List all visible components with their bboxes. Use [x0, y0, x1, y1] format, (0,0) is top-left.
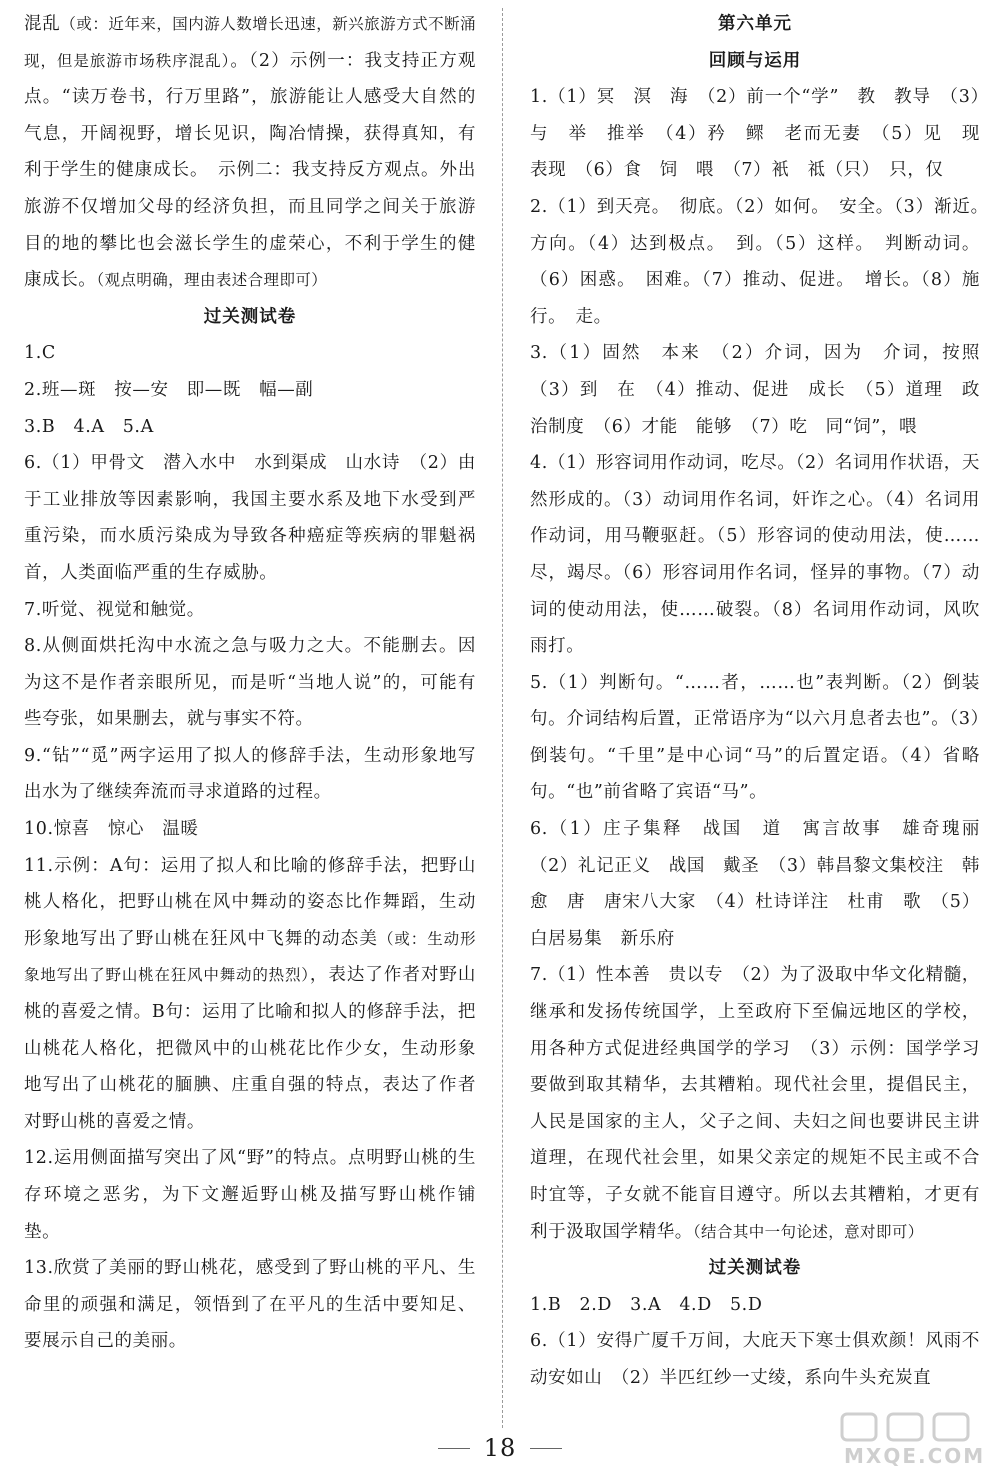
answer-item [24, 372, 476, 409]
answer-text: 6.（1）安得广厦千万间，大庇天下寒士俱欢颜！风雨不动安如山 （2）半匹红纱一丈绫，系向牛头充炭直 [530, 1331, 980, 1388]
answer-item [24, 445, 476, 591]
answer-item [24, 1140, 476, 1250]
answer-text: 8.从侧面烘托沟中水流之急与吸力之大。不能删去。因为这不是作者亲眼所见，而是听“当地人说”的，可能有些夸张，如果删去，就与事实不符。 [24, 636, 476, 730]
answer-item [530, 1287, 980, 1324]
answer-item [24, 335, 476, 372]
answer-text: 7.听觉、视觉和触觉。 [24, 599, 205, 620]
watermark-logo [836, 1408, 986, 1470]
answer-text: 10.惊喜 惊心 温暖 [24, 819, 199, 840]
answer-item [530, 811, 999, 957]
answer-item [24, 6, 476, 299]
watermark-text: MXQE.COM [844, 1444, 986, 1468]
answer-item [530, 445, 980, 665]
answer-text: 1.（1）冥 溟 海 （2）前一个“学” 教 教导 （3）与 举 推举 （4）矜 鳏 老而无妻 （5）见 现 表现 （6）食 饲 喂 （7）衹 祗（只） 只，仅 [530, 87, 999, 181]
answer-text: 7.（1）性本善 贵以专 （2）为了汲取中华文化精髓，继承和发扬传统国学，上至政府下至偏远地区的学校，用各种方式促进经典国学的学习 （3）示例：国学学习要做到取其精华，去其糟粕。现代社会里，提倡民主，人民是国家的主人，父子之间、夫妇之间也要讲民主讲道理，在现代社会里，如果父亲定的规矩不民主或不合时宜等，子女就不能盲目遵守。所以去其糟粕，才更有利于汲取国学精华。 [530, 965, 980, 1242]
answer-text: 3.B 4.A 5.A [24, 416, 154, 437]
answer-text: 11.示例：A句：运用了拟人和比喻的修辞手法，把野山桃人格化，把野山桃在风中舞动的姿态比作舞蹈，生动形象地写出了野山桃在狂风中飞舞的动态美 [24, 855, 476, 949]
answer-text: 3.（1）固然 本来 （2）介词，因为 介词，按照 （3）到 在 （4）推动、促进 成长 （5）道理 政治制度 （6）才能 能够 （7）吃 同“饲”，喂 [530, 343, 999, 437]
answer-item [530, 665, 980, 811]
left-column [24, 6, 476, 1360]
answer-text: 2.班—斑 按—安 即—既 幅—副 [24, 379, 314, 400]
column-divider [502, 8, 503, 1428]
answer-item [530, 957, 980, 1250]
answer-note: （或：生动形象地写出了野山桃在狂风中舞动的热烈） [24, 929, 476, 985]
section-heading: 过关测试卷 [708, 1258, 802, 1279]
answer-item [530, 335, 999, 445]
answer-text: ，表达了作者对野山桃的喜爱之情。B句：运用了比喻和拟人的修辞手法，把山桃花人格化，把微风中的山桃花比作少女，生动形象地写出了山桃花的腼腆、庄重自强的特点，表达了作者对野山桃的喜爱之情。 [24, 965, 477, 1132]
watermark-icon [836, 1408, 986, 1448]
answer-note: （观点明确，理由表述合理即可） [96, 271, 328, 290]
answer-item [24, 592, 476, 629]
answer-item [530, 1323, 980, 1396]
answer-text: 1.C [24, 343, 56, 364]
page-number: 18 [483, 1434, 517, 1462]
footer-dash-left [438, 1448, 470, 1449]
answer-text: 混乱 [24, 14, 61, 34]
footer-dash-right [530, 1448, 562, 1449]
answer-text: 6.（1）甲骨文 潜入水中 水到渠成 山水诗 （2）由于工业排放等因素影响，我国主要水系及地下水受到严重污染，而水质污染成为导致各种癌症等疾病的罪魁祸首，人类面临严重的生存威胁。 [24, 453, 476, 583]
answer-note: （或：近年来，国内游人数增长迅速，新兴旅游方式不断涌现，但是旅游市场秩序混乱） [24, 15, 477, 70]
right-column [530, 6, 999, 1397]
answer-item [24, 848, 476, 1141]
answer-item [24, 1250, 476, 1360]
answer-text: 。（2）示例一：我支持正方观点。“读万卷书，行万里路”，旅游能让人感受大自然的气息，开阔视野，增长见识，陶冶情操，获得真知，有利于学生的健康成长。 示例二：我支持反方观点。外出旅游不仅增加父母的经济负担，而且同学之间关于旅游目的地的攀比也会滋长学生的虚荣心，不利于学生的健康成长。 [24, 50, 476, 291]
answer-text: 4.（1）形容词用作动词，吃尽。（2）名词用作状语，天然形成的。（3）动词用作名词，奸诈之心。（4）名词用作动词，用马鞭驱赶。（5）形容词的使动用法，使……尽，竭尽。（6）形容词用作名词，怪异的事物。（7）动词的使动用法，使……破裂。（8）名词用作动词，风吹雨打。 [530, 453, 980, 657]
section-heading: 过关测试卷 [203, 306, 297, 327]
answer-item [24, 811, 476, 848]
answer-text: 2.（1）到天亮。 彻底。（2）如何。 安全。（3）渐近。 方向。（4）达到极点。 到。（5）这样。 判断动词。（6）困惑。 困难。（7）推动、促进。 增长。（8）施行。 走。 [530, 196, 999, 327]
answer-item [24, 738, 476, 811]
answer-text: 1.B 2.D 3.A 4.D 5.D [530, 1294, 763, 1315]
answer-note: （结合其中一句论述，意对即可） [692, 1222, 924, 1241]
section-heading: 第六单元 [718, 14, 792, 34]
answer-text: 12.运用侧面描写突出了风“野”的特点。点明野山桃的生存环境之恶劣，为下文邂逅野山桃及描写野山桃作铺垫。 [24, 1148, 476, 1242]
answer-item [530, 79, 999, 189]
section-heading: 回顾与运用 [708, 50, 802, 71]
answer-text: 13.欣赏了美丽的野山桃花，感受到了野山桃的平凡、生命里的顽强和满足，领悟到了在平凡的生活中要知足、要展示自己的美丽。 [24, 1258, 476, 1352]
answer-item [530, 189, 999, 335]
answer-item [24, 628, 476, 738]
answer-text: 9.“钻”“觅”两字运用了拟人的修辞手法，生动形象地写出水为了继续奔流而寻求道路的过程。 [24, 745, 476, 803]
answer-text: 5.（1）判断句。“……者，……也”表判断。（2）倒装句。介词结构后置，正常语序为“以六月息者去也”。（3）倒装句。“千里”是中心词“马”的后置定语。（4）省略句。“也”前省略了宾语“马”。 [530, 672, 980, 803]
answer-item [24, 409, 476, 446]
answer-text: 6.（1）庄子集释 战国 道 寓言故事 雄奇瑰丽 （2）礼记正义 战国 戴圣 （3）韩昌黎文集校注 韩愈 唐 唐宋八大家 （4）杜诗详注 杜甫 歌 （5）白居易集 新乐府 [530, 819, 999, 949]
